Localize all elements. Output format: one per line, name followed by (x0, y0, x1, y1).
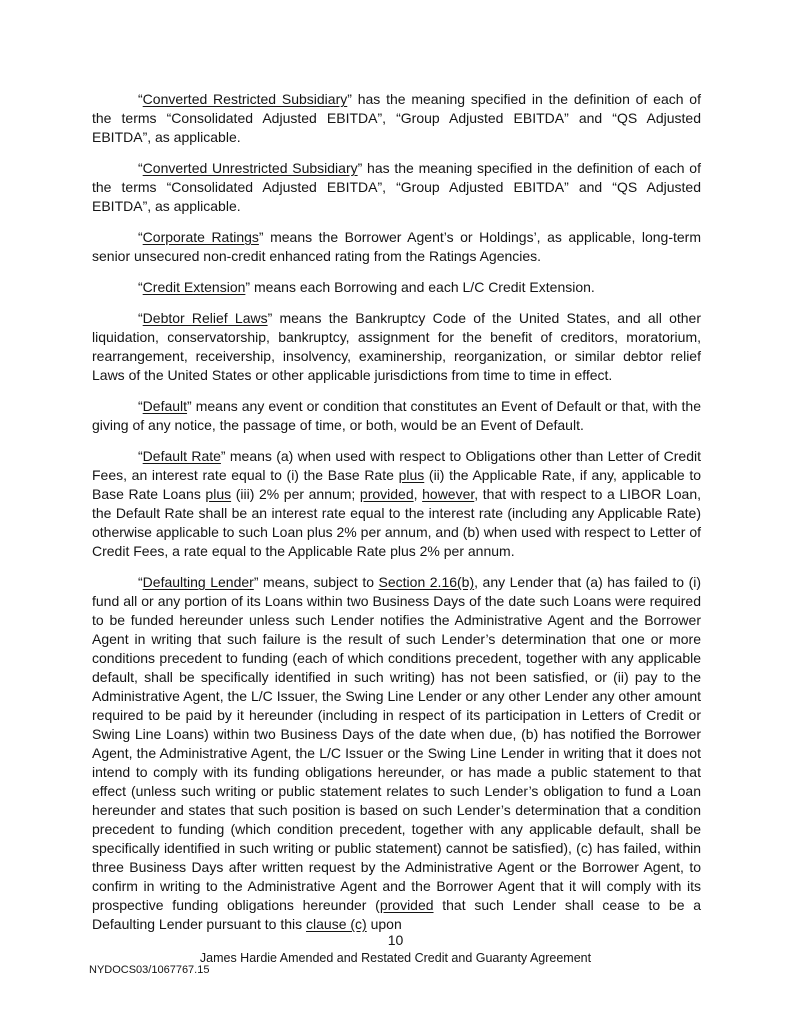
text-run: , any Lender that (a) has failed to (i) fund all or any portion of its Loans within two Business Days of the date such Loans were required to be funded hereunder unless such Lender notifies the Administrative Agent and the Borrower Agent in writing that such failure is the result of such Lender’s determination that one or more conditions precedent to funding (each of which conditions precedent, together with any applicable default, shall be specifically identified in such writing) has not been satisfied, or (ii) pay to the Administrative Agent, the L/C Issuer, the Swing Line Lender or any other Lender any other amount required to be paid by it hereunder (including in respect of its participation in Letters of Credit or Swing Line Loans) within two Business Days of the date when due, (b) has notified the Borrower Agent, the Administrative Agent, the L/C Issuer or the Swing Line Lender in writing that it does not intend to comply with its funding obligations hereunder, or has made a public statement to that effect (unless such writing or public statement relates to such Lender’s obligation to fund a Loan hereunder and states that such position is based on such Lender’s determination that a condition precedent to funding (which condition precedent, together with any applicable default, shall be specifically identified in such writing or public statement) cannot be satisfied), (c) has failed, within three Business Days after written request by the Administrative Agent or the Borrower Agent, to confirm in writing to the Administrative Agent and the Borrower Agent that it will comply with its prospective funding obligations hereunder ( (92, 574, 701, 913)
text-run: , that with respect to a LIBOR Loan, the Default Rate shall be an interest rate equal to the interest rate (including any Applicable Rate) otherwise applicable to such Loan plus 2% per annum, and (b) when used with respect to Letter of Credit Fees, a rate equal to the Applicable Rate plus 2% per annum. (92, 486, 702, 559)
text-run: ” has the meaning specified in the definition of each of the terms “Consolidated Adjusted EBITDA”, “Group Adjusted EBITDA” and “QS Adjusted EBITDA”, as applicable. (92, 91, 701, 145)
text-run: “ (138, 448, 143, 464)
defined-term: Section 2.16(b) (378, 574, 475, 590)
text-run: ” has the meaning specified in the definition of each of the terms “Consolidated Adjusted EBITDA”, “Group Adjusted EBITDA” and “QS Adjusted EBITDA”, as applicable. (92, 160, 701, 214)
defined-term: Converted Unrestricted Subsidiary (142, 160, 358, 176)
footer-document-title: James Hardie Amended and Restated Credit and Guaranty Agreement (199, 951, 592, 965)
text-run: “ (138, 398, 143, 414)
document-body (92, 90, 701, 934)
text-run: upon (366, 916, 402, 932)
text-run: ” means the Borrower Agent’s or Holdings’, as applicable, long-term senior unsecured non-credit enhanced rating from the Ratings Agencies. (92, 229, 701, 264)
defined-term: Converted Restricted Subsidiary (142, 91, 348, 107)
text-run: “ (138, 279, 143, 295)
text-run: (ii) the Applicable Rate, if any, applicable to Base Rate Loans (92, 467, 701, 502)
text-run: , (413, 486, 423, 502)
defined-term: provided (359, 486, 414, 502)
defined-term: Defaulting Lender (142, 574, 254, 590)
definition-paragraph (92, 159, 701, 216)
text-run: ” means any event or condition that constitutes an Event of Default or that, with the giving of any notice, the passage of time, or both, would be an Event of Default. (92, 398, 701, 433)
definition-paragraph (92, 309, 701, 385)
defined-term: Corporate Ratings (142, 229, 259, 245)
definition-paragraph (92, 90, 701, 147)
text-run: “ (138, 574, 143, 590)
text-run: ” means (a) when used with respect to Obligations other than Letter of Credit Fees, an interest rate equal to (i) the Base Rate (92, 448, 702, 483)
defined-term: plus (398, 467, 425, 483)
text-run: “ (138, 91, 143, 107)
definition-paragraph (92, 228, 701, 266)
text-run: ” means the Bankruptcy Code of the United States, and all other liquidation, conservatorship, bankruptcy, assignment for the benefit of creditors, moratorium, rearrangement, receivership, insolvency, examinership, reorganization, or similar debtor relief Laws of the United States or other applicable jurisdictions from time to time in effect. (92, 310, 701, 383)
defined-term: however (422, 486, 475, 502)
text-run: “ (138, 229, 143, 245)
text-run: “ (138, 310, 143, 326)
text-run: that such Lender shall cease to be a Defaulting Lender pursuant to this (92, 897, 701, 932)
defined-term: provided (379, 897, 434, 913)
definition-paragraph (92, 397, 701, 435)
defined-term: plus (205, 486, 232, 502)
text-run: ” means each Borrowing and each L/C Credit Extension. (245, 279, 595, 295)
definition-paragraph (92, 573, 701, 934)
page-number: 10 (387, 932, 404, 948)
defined-term: Default Rate (142, 448, 221, 464)
defined-term: clause (c) (306, 916, 367, 932)
definition-paragraph (92, 447, 701, 561)
text-run: “ (138, 160, 143, 176)
defined-term: Debtor Relief Laws (142, 310, 268, 326)
definition-paragraph (92, 278, 701, 297)
text-run: ” means, subject to (253, 574, 379, 590)
defined-term: Default (142, 398, 188, 414)
text-run: (iii) 2% per annum; (231, 486, 360, 502)
document-reference-number: NYDOCS03/1067767.15 (89, 964, 210, 976)
defined-term: Credit Extension (142, 279, 246, 295)
